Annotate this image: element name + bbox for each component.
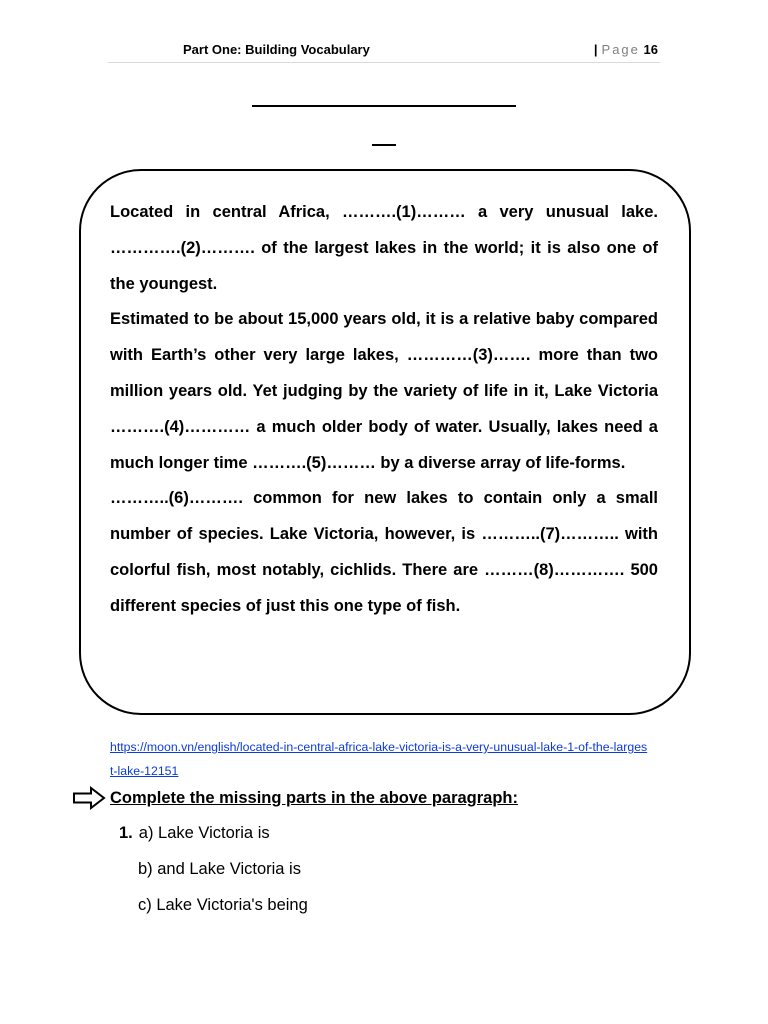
option-b: b) and Lake Victoria is	[138, 860, 301, 878]
passage-text	[110, 195, 658, 625]
passage-paragraph-3: ………..(6)………. common for new lakes to contain only a small number of species. Lake Victoria, however, is ………..(7)……….. with colorful fish, most notably, cichlids. There are ………(8)…………. 500 different species of just this one type of fish.	[110, 489, 658, 615]
instruction-text: Complete the missing parts in the above paragraph:	[110, 789, 518, 807]
source-link[interactable]: https://moon.vn/english/located-in-central-africa-lake-victoria-is-a-very-unusual-lake-1-of-the-largest-lake-12151	[110, 740, 648, 778]
page-word: Page	[601, 42, 640, 57]
page-header	[108, 42, 660, 63]
option-c: c) Lake Victoria's being	[138, 896, 308, 914]
option-a: a) Lake Victoria is	[138, 824, 270, 842]
page-indicator	[594, 42, 658, 57]
header-title: Part One: Building Vocabulary	[183, 42, 370, 57]
page-number: 16	[643, 42, 658, 57]
question-number: 1.	[119, 824, 133, 842]
passage-paragraph-1: Located in central Africa, ……….(1)……… a very unusual lake. ………….(2)………. of the largest lakes in the world; it is also one of the youngest.	[110, 203, 658, 293]
right-arrow-outline-icon	[72, 786, 106, 810]
title-dash	[372, 144, 396, 146]
question-1	[119, 821, 270, 845]
title-underline	[252, 105, 516, 107]
passage-paragraph-2: Estimated to be about 15,000 years old, it is a relative baby compared with Earth’s other very large lakes, …………(3)……. more than two million years old. Yet judging by the variety of life in it, Lake Victoria ……….(4)………… a much older body of water. Usually, lakes need a much longer time ……….(5)……… by a diverse array of life-forms.	[110, 310, 658, 472]
header-separator: |	[593, 42, 598, 57]
